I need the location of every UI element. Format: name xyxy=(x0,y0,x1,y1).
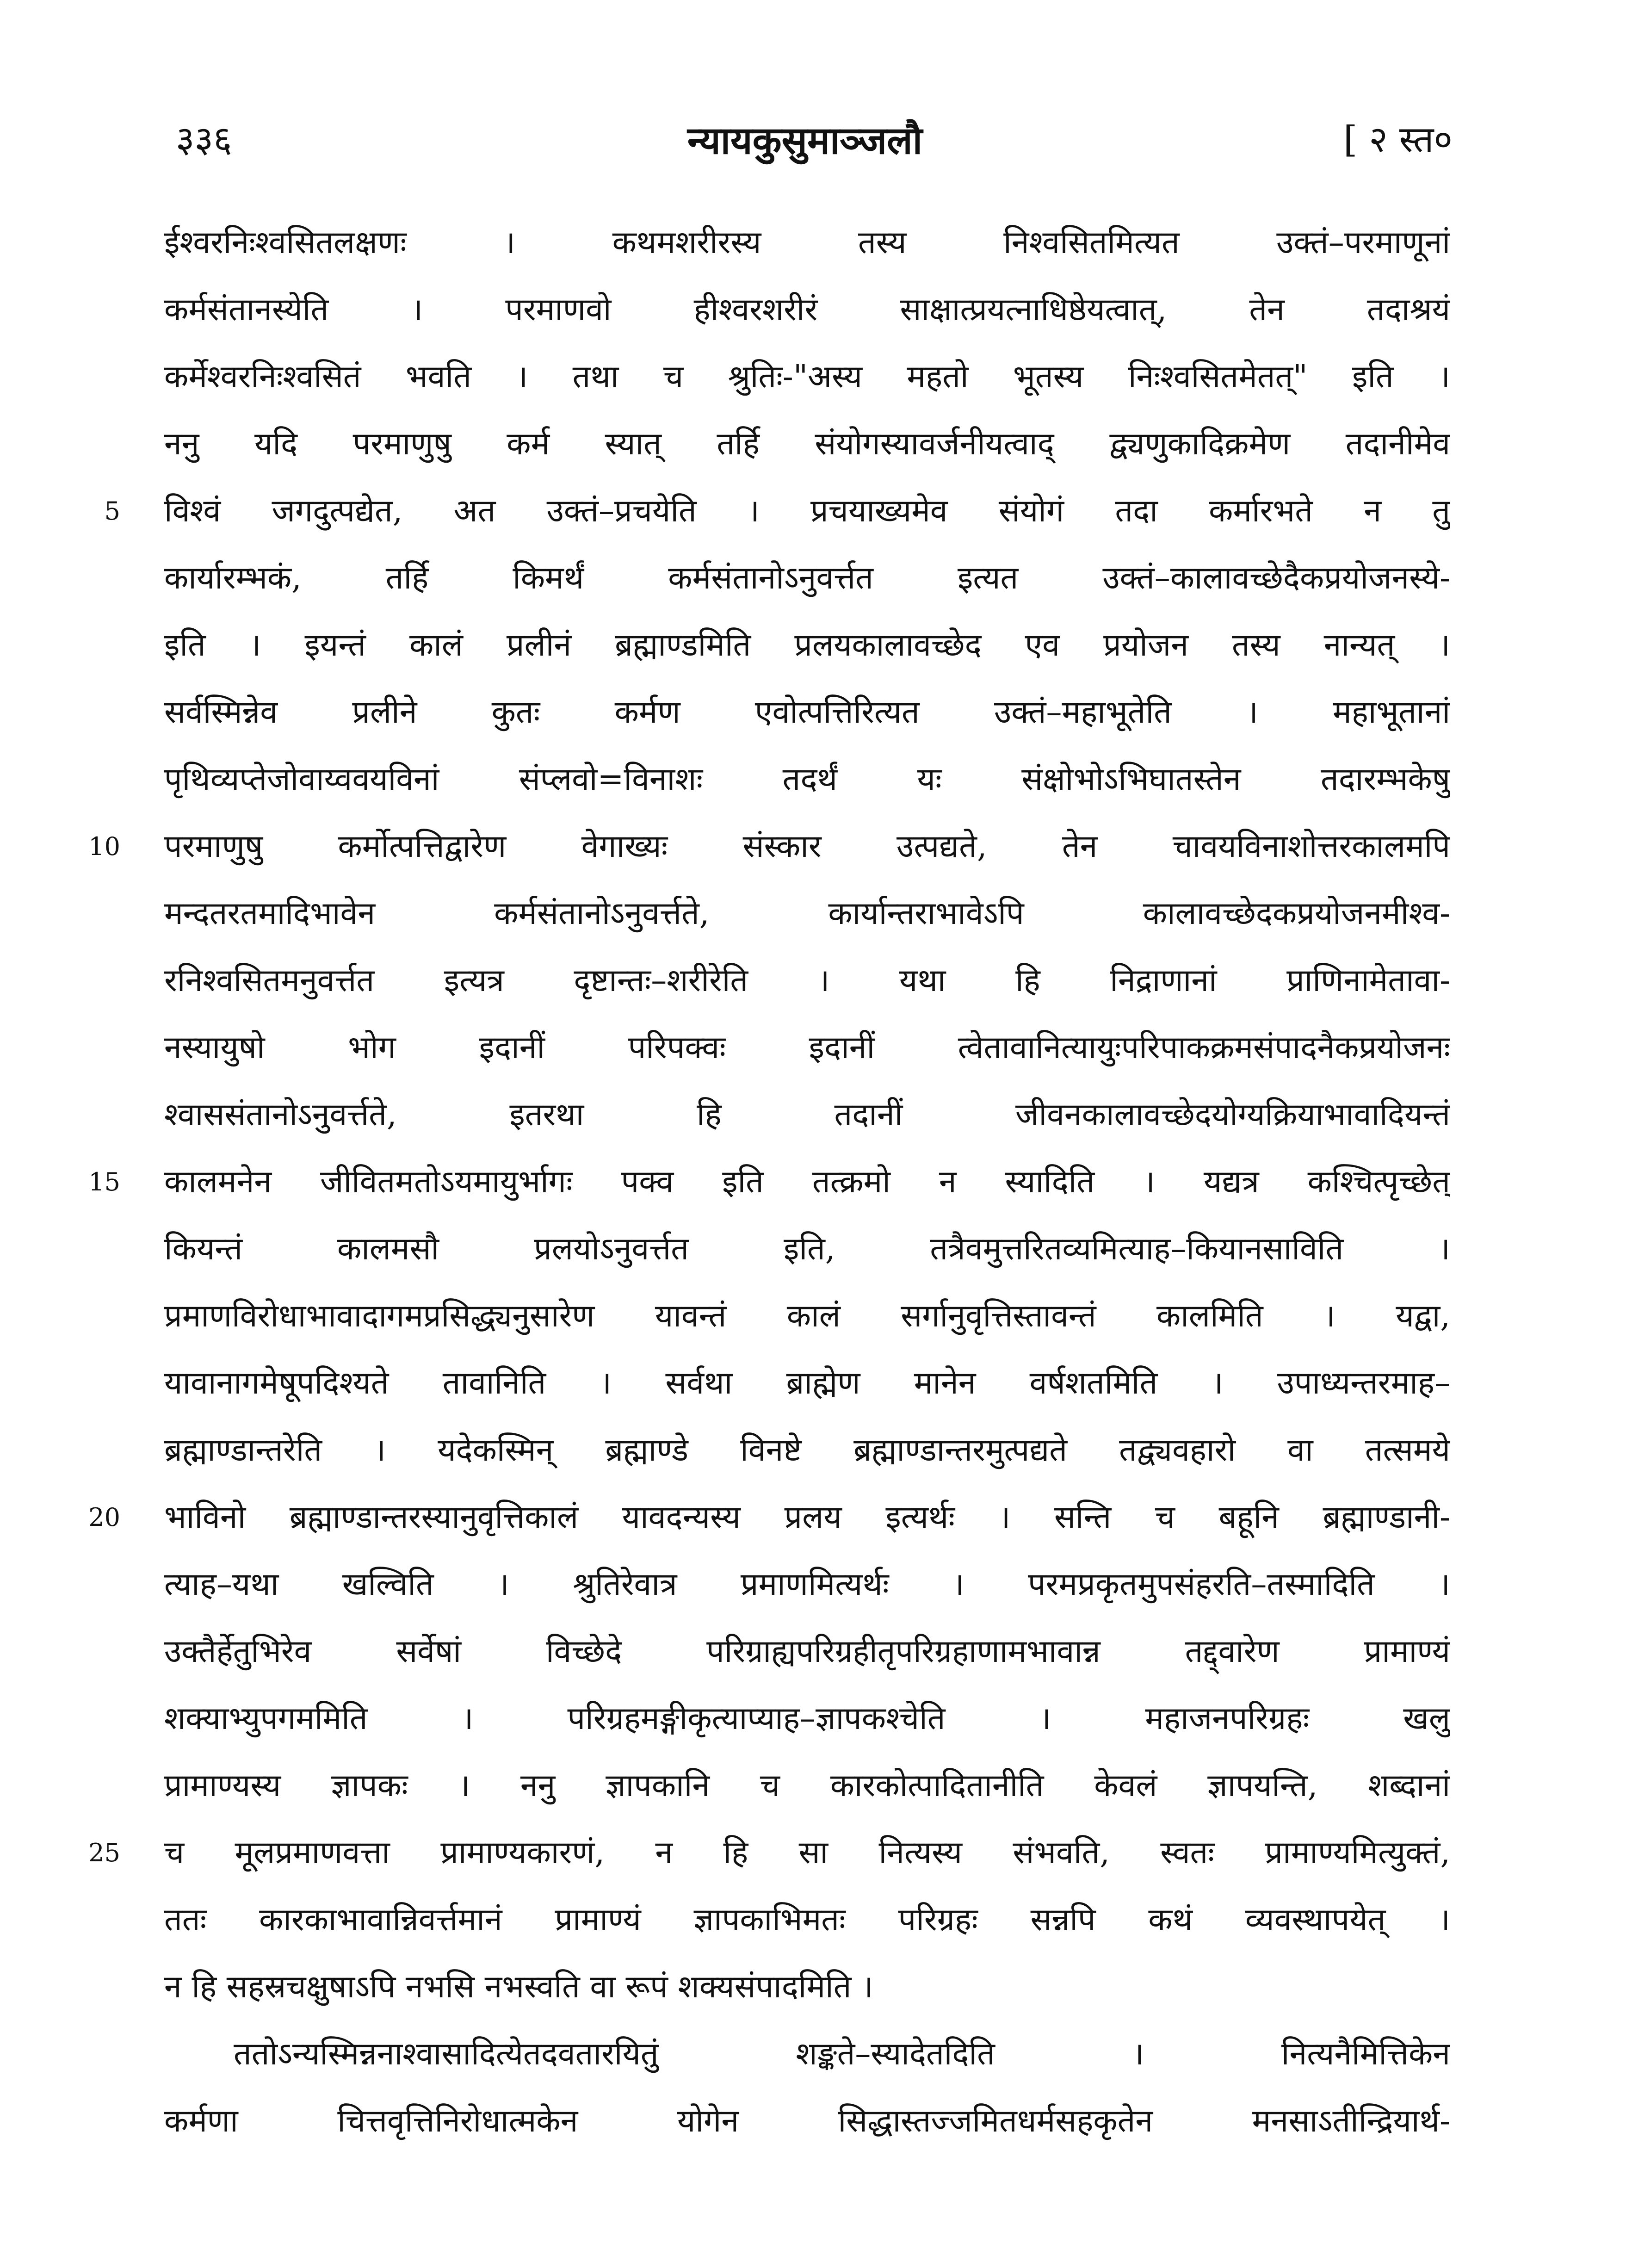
page-header xyxy=(157,113,1453,169)
text-body xyxy=(164,217,1450,2163)
page-number: ३३६ xyxy=(176,119,232,161)
text-line: कालमनेन जीवितमतोऽयमायुर्भागः पक्व इति तत्क्रमो न स्यादिति । यद्यत्र कश्चित्पृच्छेत् xyxy=(164,1164,1450,1200)
text-line: कर्मणा चित्तवृत्तिनिरोधात्मकेन योगेन सिद्धास्तज्जमितधर्मसहकृतेन मनसाऽतीन्द्रियार्थ- xyxy=(164,2103,1450,2139)
text-line: श्वाससंतानोऽनुवर्त्तते, इतरथा हि तदानीं जीवनकालावच्छेदयोग्यक्रियाभावादियन्तं xyxy=(164,1097,1450,1133)
text-line: विश्वं जगदुत्पद्येत, अत उक्तं–प्रचयेति । प्रचयाख्यमेव संयोगं तदा कर्मारभते न तु xyxy=(164,493,1450,529)
line-number-5: 5 xyxy=(104,496,120,526)
text-line: ब्रह्माण्डान्तरेति । यदेकस्मिन् ब्रह्माण्डे विनष्टे ब्रह्माण्डान्तरमुत्पद्यते तद्व्यवहारो वा तत्समये xyxy=(164,1432,1450,1469)
text-line: भाविनो ब्रह्माण्डान्तरस्यानुवृत्तिकालं यावदन्यस्य प्रलय इत्यर्थः । सन्ति च बहूनि ब्रह्माण्डानी- xyxy=(164,1499,1450,1536)
text-line: परमाणुषु कर्मोत्पत्तिद्वारेण वेगाख्यः संस्कार उत्पद्यते, तेन चावयविनाशोत्तरकालमपि xyxy=(164,828,1450,865)
text-line: न हि सहस्रचक्षुषाऽपि नभसि नभस्वति वा रूपं शक्यसंपादमिति । xyxy=(164,1969,873,2005)
line-number-20: 20 xyxy=(88,1503,120,1532)
running-title: न्यायकुसुमाञ्जलौ xyxy=(687,118,922,163)
text-line: रनिश्वसितमनुवर्त्तत इत्यत्र दृष्टान्तः–शरीरेति । यथा हि निद्राणानां प्राणिनामेतावा- xyxy=(164,962,1450,999)
text-line: शक्याभ्युपगममिति । परिग्रहमङ्गीकृत्याप्याह–ज्ञापकश्चेति । महाजनपरिग्रहः खलु xyxy=(164,1700,1450,1737)
text-line: प्रमाणविरोधाभावादागमप्रसिद्ध्यनुसारेण यावन्तं कालं सर्गानुवृत्तिस्तावन्तं कालमिति । यद्वा, xyxy=(164,1298,1450,1334)
text-line: त्याह–यथा खल्विति । श्रुतिरेवात्र प्रमाणमित्यर्थः । परमप्रकृतमुपसंहरति–तस्मादिति । xyxy=(164,1566,1450,1603)
text-line: कार्यारम्भकं, तर्हि किमर्थं कर्मसंतानोऽनुवर्त्तत इत्यत उक्तं–कालावच्छेदैकप्रयोजनस्ये- xyxy=(164,560,1450,596)
text-line: नस्यायुषो भोग इदानीं परिपक्वः इदानीं त्वेतावानित्यायुःपरिपाकक्रमसंपादनैकप्रयोजनः xyxy=(164,1029,1450,1066)
line-number-25: 25 xyxy=(88,1838,120,1867)
line-number-10: 10 xyxy=(88,832,120,861)
text-line: कियन्तं कालमसौ प्रलयोऽनुवर्त्तत इति, तत्रैवमुत्तरितव्यमित्याह–कियानसाविति । xyxy=(164,1231,1450,1267)
text-line: कर्मसंतानस्येति । परमाणवो हीश्वरशरीरं साक्षात्प्रयत्नाधिष्ठेयत्वात्, तेन तदाश्रयं xyxy=(164,291,1450,328)
text-line: पृथिव्यप्तेजोवाय्ववयविनां संप्लवो=विनाशः तदर्थं यः संक्षोभोऽभिघातस्तेन तदारम्भकेषु xyxy=(164,761,1450,798)
text-line: ततोऽन्यस्मिन्ननाश्वासादित्येतदवतारयितुं शङ्कते–स्यादेतदिति । नित्यनैमित्तिकेन xyxy=(234,2036,1450,2072)
text-line: ईश्वरनिःश्वसितलक्षणः । कथमशरीरस्य तस्य निश्वसितमित्यत उक्तं–परमाणूनां xyxy=(164,224,1450,261)
text-line: मन्दतरतमादिभावेन कर्मसंतानोऽनुवर्त्तते, कार्यान्तराभावेऽपि कालावच्छेदकप्रयोजनमीश्व- xyxy=(164,895,1450,932)
text-line: कर्मेश्वरनिःश्वसितं भवति । तथा च श्रुतिः-"अस्य महतो भूतस्य निःश्वसितमेतत्" इति । xyxy=(164,359,1450,395)
text-line: प्रामाण्यस्य ज्ञापकः । ननु ज्ञापकानि च कारकोत्पादितानीति केवलं ज्ञापयन्ति, शब्दानां xyxy=(164,1767,1450,1804)
text-line: यावानागमेषूपदिश्यते तावानिति । सर्वथा ब्राह्मेण मानेन वर्षशतमिति । उपाध्यन्तरमाह– xyxy=(164,1365,1450,1401)
line-number-15: 15 xyxy=(88,1167,120,1196)
section-marker: [ २ स्त० xyxy=(1343,119,1453,161)
text-line: ननु यदि परमाणुषु कर्म स्यात् तर्हि संयोगस्यावर्जनीयत्वाद् द्व्यणुकादिक्रमेण तदानीमेव xyxy=(164,426,1450,462)
text-line: च मूलप्रमाणवत्ता प्रामाण्यकारणं, न हि सा नित्यस्य संभवति, स्वतः प्रामाण्यमित्युक्तं, xyxy=(164,1834,1450,1871)
text-line: ततः कारकाभावान्निवर्त्तमानं प्रामाण्यं ज्ञापकाभिमतः परिग्रहः सन्नपि कथं व्यवस्थापयेत् । xyxy=(164,1902,1450,1938)
text-line: इति । इयन्तं कालं प्रलीनं ब्रह्माण्डमिति प्रलयकालावच्छेद एव प्रयोजन तस्य नान्यत् । xyxy=(164,627,1450,663)
text-line: उक्तैर्हेतुभिरेव सर्वेषां विच्छेदे परिग्राह्यपरिग्रहीतृपरिग्रहाणामभावान्न तद्द्वारेण प्रामाण्यं xyxy=(164,1633,1450,1670)
text-line: सर्वस्मिन्नेव प्रलीने कुतः कर्मण एवोत्पत्तिरित्यत उक्तं–महाभूतेति । महाभूतानां xyxy=(164,694,1450,731)
